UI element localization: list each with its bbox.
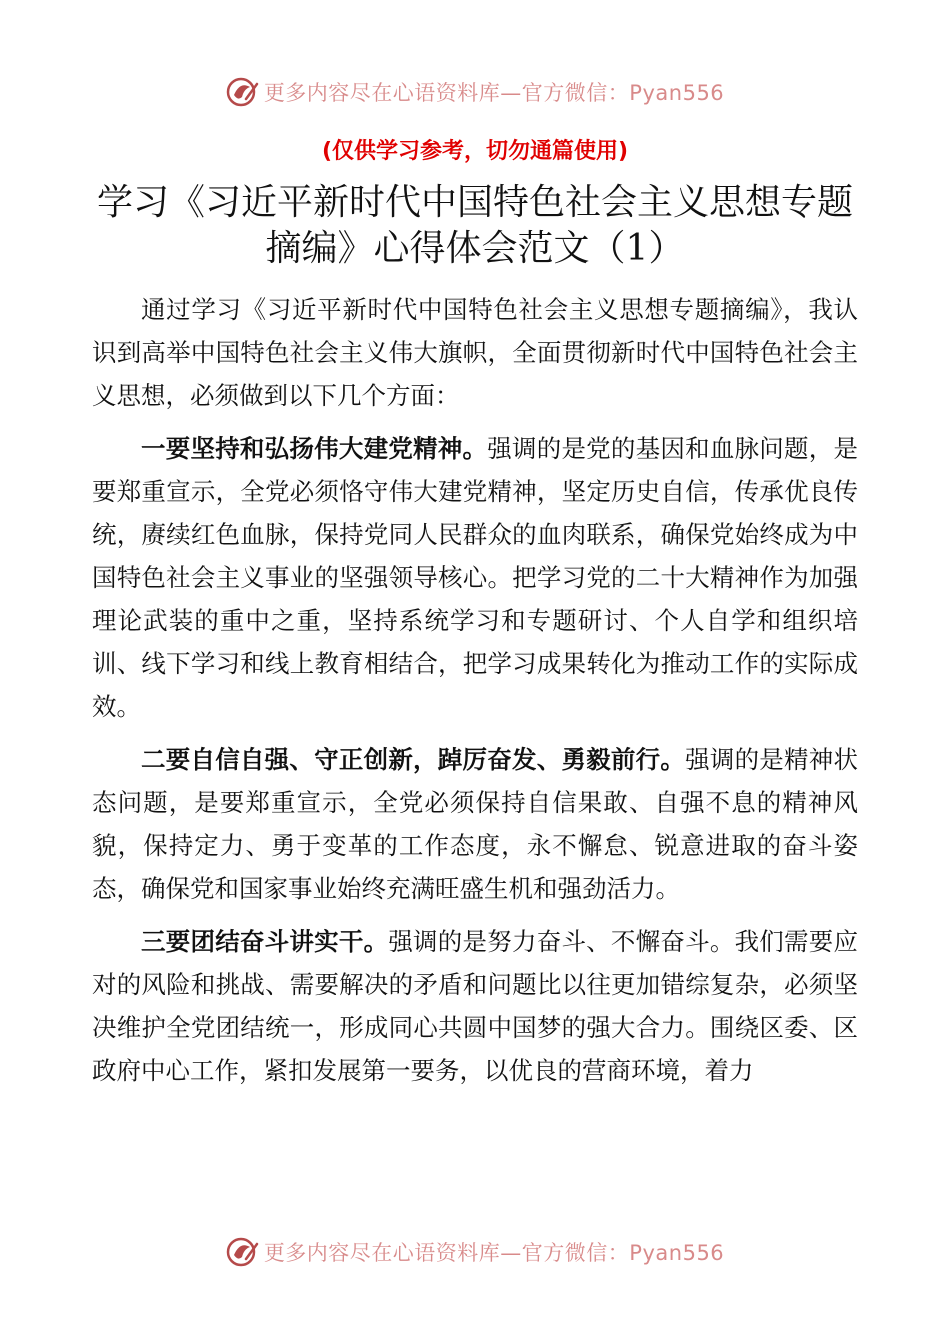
banner-text: 更多内容尽在心语资料库—官方微信：Pyan556 [263, 81, 725, 105]
paragraph-text: 强调的是努力奋斗、不懈奋斗。我们需要应对的风险和挑战、需要解决的矛盾和问题比以往更加错综复杂，必须坚决维护全党团结统一，形成同心共圆中国梦的强大合力。围绕区委、区政府中心工作，紧扣发展第一要务，以优良的营商环境，着力 [92, 927, 859, 1085]
paragraph-lead: 三要团结奋斗讲实干。 [141, 927, 389, 956]
paragraph-lead: 一要坚持和弘扬伟大建党精神。 [141, 434, 488, 463]
header-banner [0, 72, 950, 112]
footer-banner [0, 1232, 950, 1272]
paragraph-lead: 二要自信自强、守正创新，踔厉奋发、勇毅前行。 [141, 745, 686, 774]
paragraph [92, 427, 858, 728]
paragraph [92, 738, 858, 910]
paragraph-text: 通过学习《习近平新时代中国特色社会主义思想专题摘编》，我认识到高举中国特色社会主义伟大旗帜，全面贯彻新时代中国特色社会主义思想，必须做到以下几个方面： [92, 295, 858, 410]
banner-text: 更多内容尽在心语资料库—官方微信：Pyan556 [263, 1241, 725, 1265]
paragraph [92, 920, 858, 1092]
paragraph-text: 强调的是精神状态问题，是要郑重宣示，全党必须保持自信果敢、自强不息的精神风貌，保持定力、勇于变革的工作态度，永不懈怠、锐意进取的奋斗姿态，确保党和国家事业始终充满旺盛生机和强劲活力。 [92, 745, 859, 903]
paragraph-text: 强调的是党的基因和血脉问题，是要郑重宣示，全党必须恪守伟大建党精神，坚定历史自信，传承优良传统，赓续红色血脉，保持党同人民群众的血肉联系，确保党始终成为中国特色社会主义事业的坚强领导核心。把学习党的二十大精神作为加强理论武装的重中之重，坚持系统学习和专题研讨、个人自学和组织培训、线下学习和线上教育相结合，把学习成果转化为推动工作的实际成效。 [92, 434, 858, 721]
logo-swirl-icon [226, 1235, 260, 1269]
logo-swirl-icon [226, 75, 260, 109]
paragraph [92, 288, 858, 417]
document-body [92, 288, 858, 1102]
usage-notice: (仅供学习参考，切勿通篇使用) [321, 139, 629, 164]
document-title: 学习《习近平新时代中国特色社会主义思想专题摘编》心得体会范文（1） [96, 182, 853, 269]
